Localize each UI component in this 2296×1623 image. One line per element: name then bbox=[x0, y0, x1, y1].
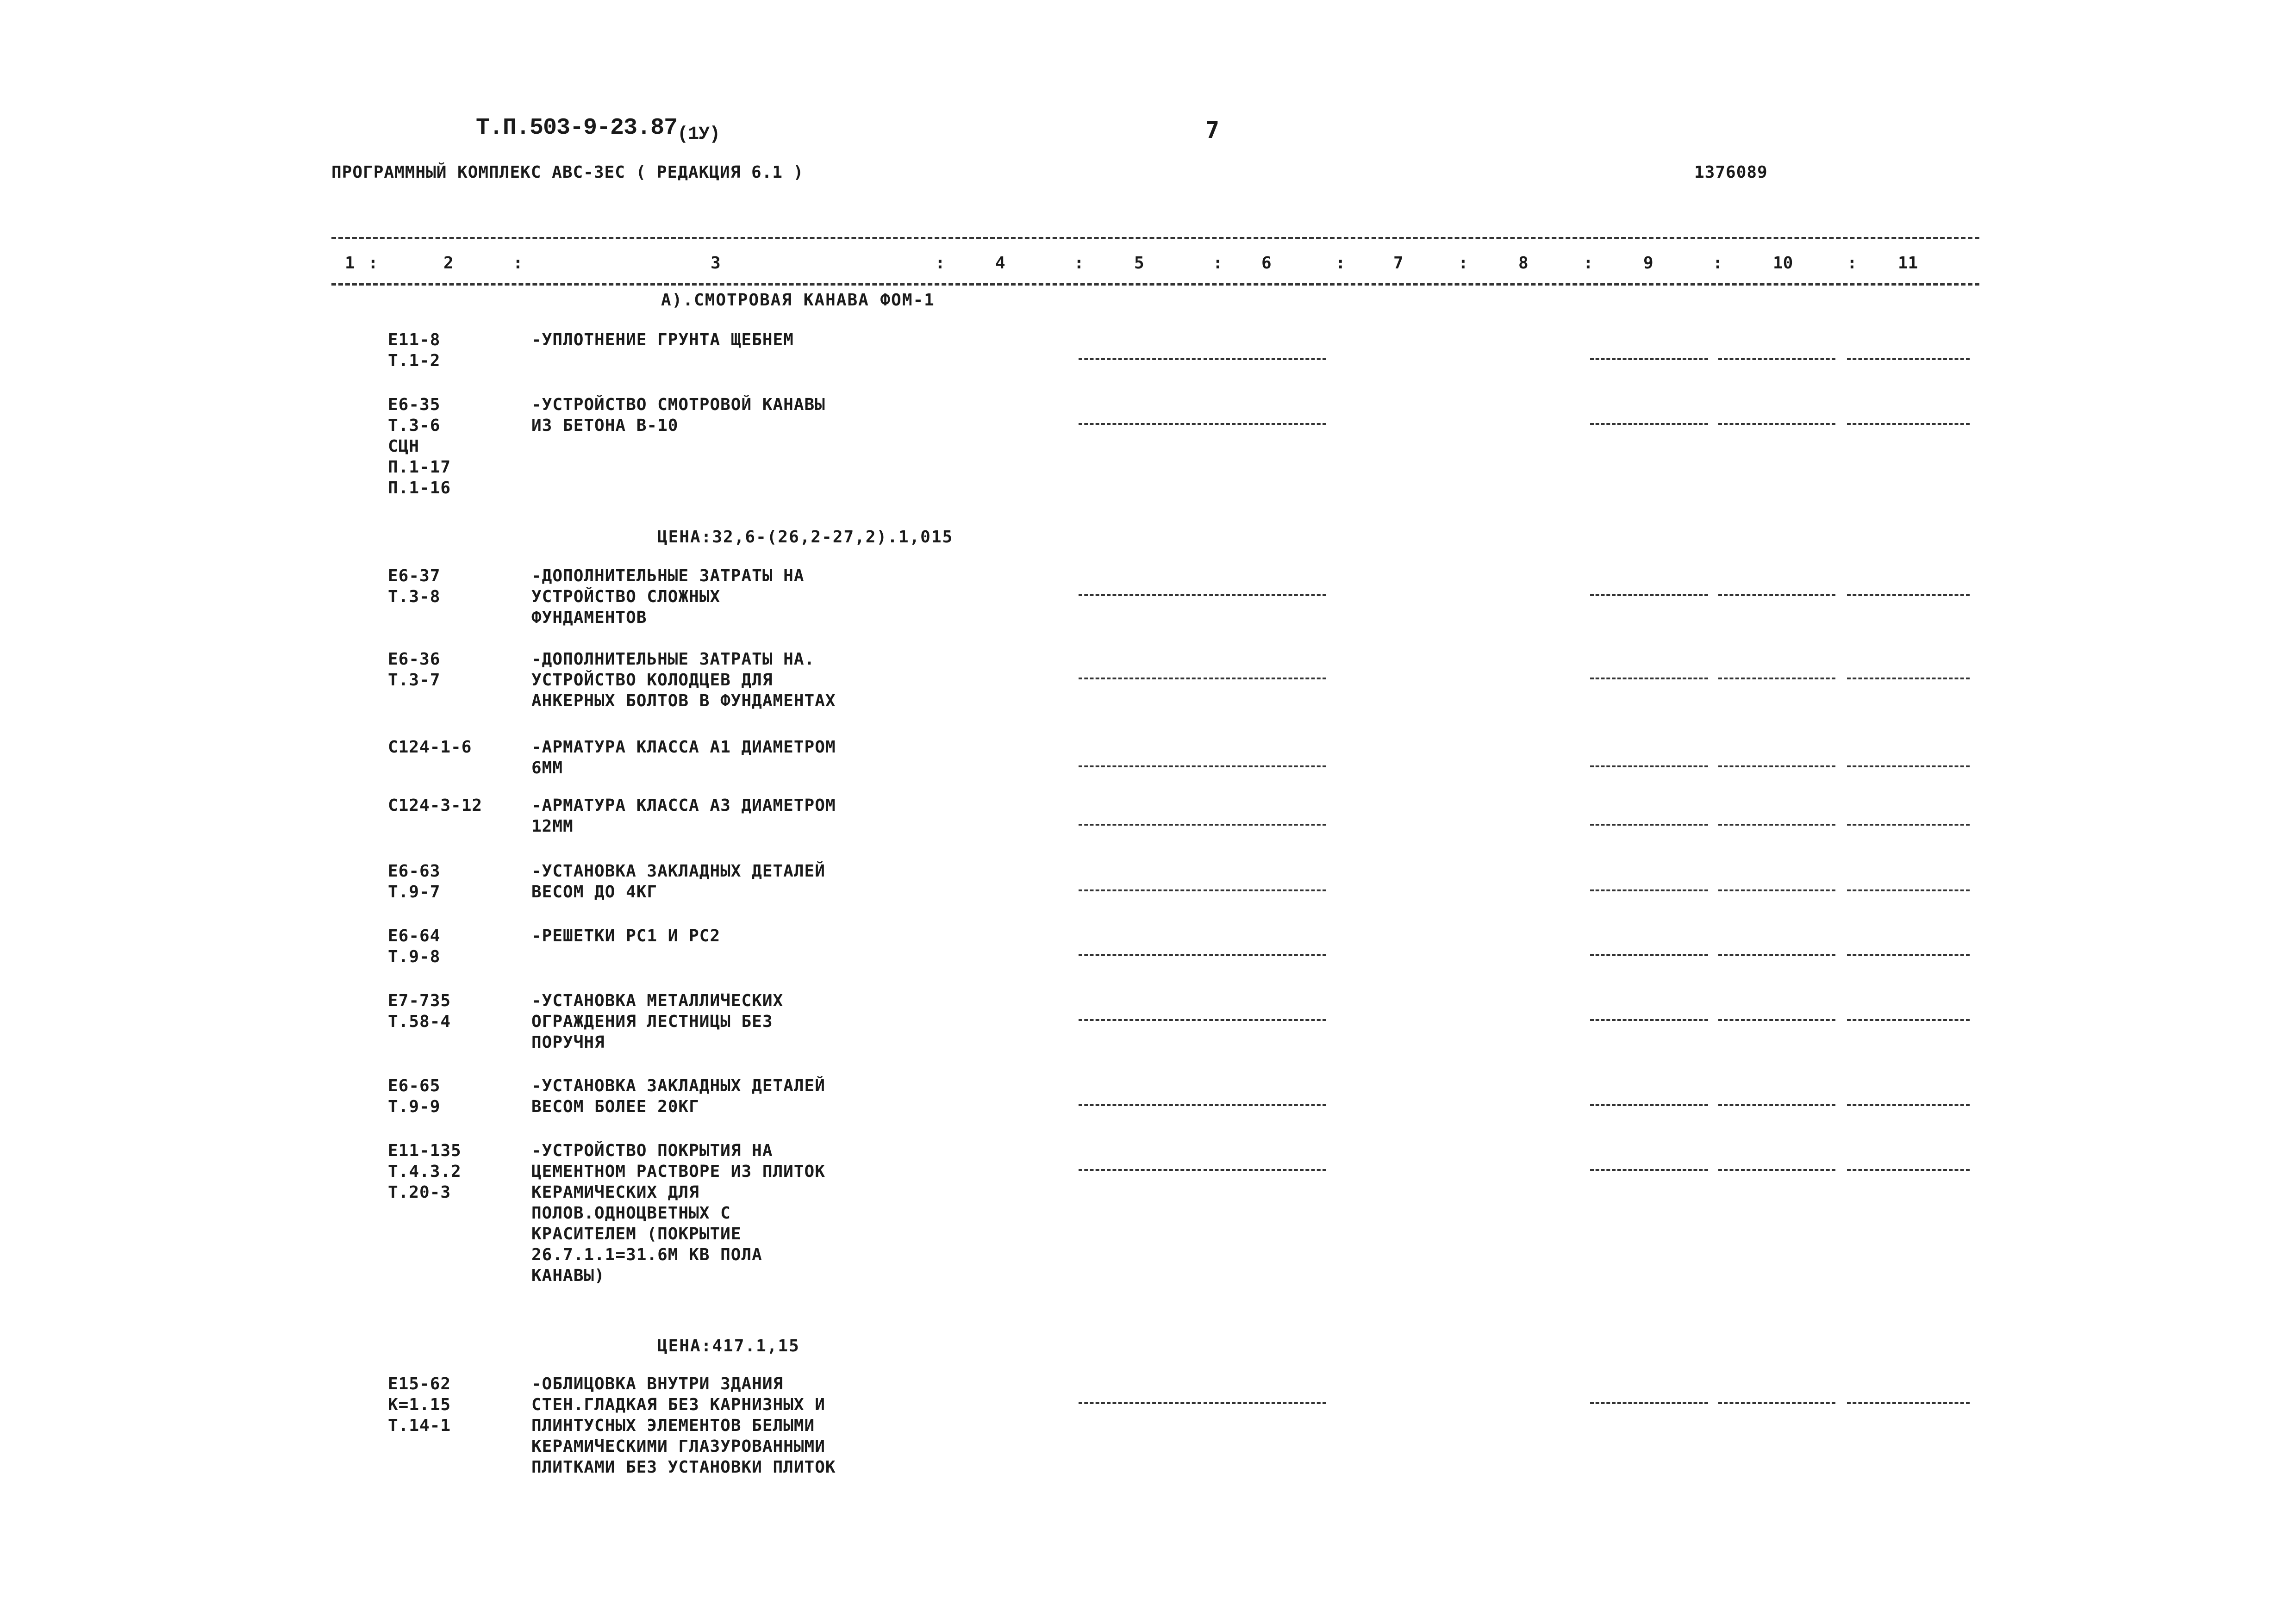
table-top-rule bbox=[331, 237, 1979, 239]
work-description: -УСТАНОВКА ЗАКЛАДНЫХ ДЕТАЛЕЙ ВЕСОМ ДО 4КГ bbox=[531, 862, 825, 902]
norm-code: Е15-62 К=1.15 Т.14-1 bbox=[388, 1374, 451, 1435]
cell-divider bbox=[1079, 594, 1201, 596]
cell-divider bbox=[1079, 678, 1201, 679]
document-code: $Т.П.503-9-23.87_{(1У)}$ bbox=[476, 115, 720, 145]
column-separator: : bbox=[1074, 254, 1084, 273]
norm-code: Е6-35 Т.3-6 СЦН П.1-17 П.1-16 bbox=[388, 395, 451, 497]
cell-divider bbox=[1718, 1402, 1835, 1404]
cell-divider bbox=[1847, 954, 1970, 956]
cell-divider bbox=[1590, 678, 1708, 679]
price-note: ЦЕНА:417.1,15 bbox=[657, 1337, 800, 1356]
cell-divider bbox=[1590, 954, 1708, 956]
work-description: -АРМАТУРА КЛАССА А1 ДИАМЕТРОМ 6ММ bbox=[531, 738, 836, 777]
work-description: -АРМАТУРА КЛАССА А3 ДИАМЕТРОМ 12ММ bbox=[531, 796, 836, 836]
cell-divider bbox=[1718, 1104, 1835, 1106]
cell-divider bbox=[1204, 889, 1326, 891]
page-number: 7 bbox=[1205, 117, 1220, 143]
column-separator: : bbox=[1847, 254, 1857, 273]
table-header-rule bbox=[331, 283, 1979, 286]
cell-divider bbox=[1079, 824, 1201, 826]
cell-divider bbox=[1204, 824, 1326, 826]
norm-code: С124-3-12 bbox=[388, 796, 483, 815]
cell-divider bbox=[1204, 1402, 1326, 1404]
cell-divider bbox=[1847, 358, 1970, 360]
column-separator: : bbox=[513, 254, 523, 273]
norm-code: Е6-37 Т.3-8 bbox=[388, 566, 441, 606]
column-number: 3 bbox=[711, 254, 721, 273]
cell-divider bbox=[1079, 889, 1201, 891]
norm-code: Е6-65 Т.9-9 bbox=[388, 1076, 441, 1116]
cell-divider bbox=[1079, 423, 1201, 425]
cell-divider bbox=[1204, 954, 1326, 956]
norm-code: Е6-64 Т.9-8 bbox=[388, 927, 441, 966]
work-description: -УСТРОЙСТВО ПОКРЫТИЯ НА ЦЕМЕНТНОМ РАСТВОРЕ ИЗ ПЛИТОК КЕРАМИЧЕСКИХ ДЛЯ ПОЛОВ.ОДНОЦВЕТНЫХ С КРАСИТЕЛЕМ (ПОКРЫТИЕ 26.7.1.1=31.6М КВ ПОЛА КАНАВЫ) bbox=[531, 1141, 825, 1285]
norm-code: Е11-135 Т.4.3.2 Т.20-3 bbox=[388, 1141, 462, 1202]
work-description: -ДОПОЛНИТЕЛЬНЫЕ ЗАТРАТЫ НА УСТРОЙСТВО СЛОЖНЫХ ФУНДАМЕНТОВ bbox=[531, 566, 805, 627]
work-description: -УСТАНОВКА МЕТАЛЛИЧЕСКИХ ОГРАЖДЕНИЯ ЛЕСТНИЦЫ БЕЗ ПОРУЧНЯ bbox=[531, 991, 784, 1052]
cell-divider bbox=[1847, 1169, 1970, 1171]
work-description: -УСТРОЙСТВО СМОТРОВОЙ КАНАВЫ ИЗ БЕТОНА В-10 bbox=[531, 395, 825, 435]
software-line: ПРОГРАММНЫЙ КОМПЛЕКС АВС-ЗЕС ( РЕДАКЦИЯ 6.1 ) bbox=[331, 163, 804, 182]
cell-divider bbox=[1204, 423, 1326, 425]
column-separator: : bbox=[935, 254, 945, 273]
cell-divider bbox=[1204, 358, 1326, 360]
norm-code: Е6-63 Т.9-7 bbox=[388, 862, 441, 902]
cell-divider bbox=[1204, 1169, 1326, 1171]
column-number: 7 bbox=[1393, 254, 1404, 273]
cell-divider bbox=[1204, 765, 1326, 767]
cell-divider bbox=[1590, 1402, 1708, 1404]
column-number: 9 bbox=[1643, 254, 1653, 273]
cell-divider bbox=[1079, 358, 1201, 360]
cell-divider bbox=[1590, 1169, 1708, 1171]
cell-divider bbox=[1718, 954, 1835, 956]
column-number: 10 bbox=[1773, 254, 1793, 273]
column-separator: : bbox=[1458, 254, 1468, 273]
cell-divider bbox=[1079, 1104, 1201, 1106]
cell-divider bbox=[1718, 824, 1835, 826]
work-description: -УСТАНОВКА ЗАКЛАДНЫХ ДЕТАЛЕЙ ВЕСОМ БОЛЕЕ 20КГ bbox=[531, 1076, 825, 1116]
column-number: 1 bbox=[345, 254, 355, 273]
cell-divider bbox=[1847, 889, 1970, 891]
column-number: 6 bbox=[1261, 254, 1272, 273]
cell-divider bbox=[1590, 889, 1708, 891]
column-number: 4 bbox=[995, 254, 1005, 273]
cell-divider bbox=[1847, 678, 1970, 679]
cell-divider bbox=[1590, 594, 1708, 596]
cell-divider bbox=[1204, 678, 1326, 679]
cell-divider bbox=[1590, 358, 1708, 360]
cell-divider bbox=[1079, 954, 1201, 956]
column-separator: : bbox=[1583, 254, 1593, 273]
column-separator: : bbox=[1335, 254, 1346, 273]
work-description: -УПЛОТНЕНИЕ ГРУНТА ЩЕБНЕМ bbox=[531, 330, 794, 349]
cell-divider bbox=[1718, 889, 1835, 891]
norm-code: Е11-8 Т.1-2 bbox=[388, 330, 441, 370]
cell-divider bbox=[1204, 594, 1326, 596]
cell-divider bbox=[1590, 1019, 1708, 1021]
norm-code: Е7-735 Т.58-4 bbox=[388, 991, 451, 1031]
document-id: 1376089 bbox=[1694, 163, 1768, 182]
cell-divider bbox=[1718, 1169, 1835, 1171]
cell-divider bbox=[1847, 824, 1970, 826]
column-number: 2 bbox=[443, 254, 454, 273]
cell-divider bbox=[1847, 765, 1970, 767]
column-number: 5 bbox=[1134, 254, 1144, 273]
cell-divider bbox=[1718, 423, 1835, 425]
cell-divider bbox=[1718, 1019, 1835, 1021]
price-note: ЦЕНА:32,6-(26,2-27,2).1,015 bbox=[657, 528, 954, 547]
cell-divider bbox=[1718, 678, 1835, 679]
cell-divider bbox=[1590, 765, 1708, 767]
cell-divider bbox=[1590, 824, 1708, 826]
cell-divider bbox=[1718, 594, 1835, 596]
work-description: -РЕШЕТКИ РС1 И РС2 bbox=[531, 927, 721, 945]
column-number: 8 bbox=[1518, 254, 1529, 273]
column-separator: : bbox=[1713, 254, 1723, 273]
cell-divider bbox=[1590, 1104, 1708, 1106]
column-number: 11 bbox=[1898, 254, 1918, 273]
cell-divider bbox=[1847, 594, 1970, 596]
cell-divider bbox=[1590, 423, 1708, 425]
cell-divider bbox=[1079, 1169, 1201, 1171]
cell-divider bbox=[1204, 1104, 1326, 1106]
cell-divider bbox=[1847, 1104, 1970, 1106]
work-description: -ДОПОЛНИТЕЛЬНЫЕ ЗАТРАТЫ НА. УСТРОЙСТВО КОЛОДЦЕВ ДЛЯ АНКЕРНЫХ БОЛТОВ В ФУНДАМЕНТАХ bbox=[531, 650, 836, 710]
norm-code: С124-1-6 bbox=[388, 738, 472, 757]
cell-divider bbox=[1079, 1019, 1201, 1021]
cell-divider bbox=[1204, 1019, 1326, 1021]
work-description: -ОБЛИЦОВКА ВНУТРИ ЗДАНИЯ СТЕН.ГЛАДКАЯ БЕЗ КАРНИЗНЫХ И ПЛИНТУСНЫХ ЭЛЕМЕНТОВ БЕЛЫМИ КЕРАМИЧЕСКИМИ ГЛАЗУРОВАННЫМИ ПЛИТКАМИ БЕЗ УСТАНОВКИ ПЛИТОК bbox=[531, 1374, 836, 1477]
cell-divider bbox=[1847, 423, 1970, 425]
cell-divider bbox=[1847, 1402, 1970, 1404]
cell-divider bbox=[1079, 1402, 1201, 1404]
section-title: А).СМОТРОВАЯ КАНАВА ФОМ-1 bbox=[661, 291, 935, 310]
column-separator: : bbox=[1213, 254, 1223, 273]
cell-divider bbox=[1079, 765, 1201, 767]
cell-divider bbox=[1718, 358, 1835, 360]
cell-divider bbox=[1847, 1019, 1970, 1021]
norm-code: Е6-36 Т.3-7 bbox=[388, 650, 441, 690]
column-separator: : bbox=[368, 254, 378, 273]
cell-divider bbox=[1718, 765, 1835, 767]
